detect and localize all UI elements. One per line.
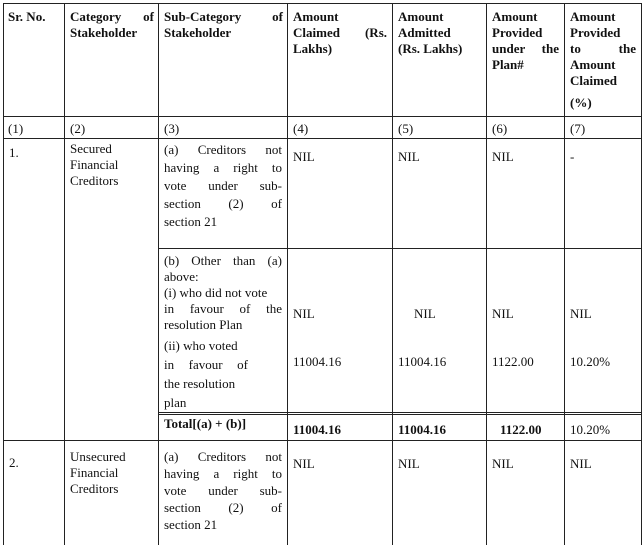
grid-line [3, 116, 642, 117]
grid-line [287, 3, 288, 545]
row-1a-subcategory-line: having a right to [164, 160, 282, 175]
column-number: (2) [70, 121, 86, 136]
row-1b-ii-provided: 1122.00 [492, 354, 534, 369]
row-1b-ii-percent: 10.20% [570, 354, 611, 369]
row-1-total-claimed: 11004.16 [293, 422, 342, 437]
row-1-category-line: Secured [70, 141, 112, 156]
grid-line [64, 3, 65, 545]
row-2a-subcategory-line: section (2) of [164, 500, 282, 515]
row-1b-subcategory-line: resolution Plan [164, 317, 243, 332]
row-1b-i-provided: NIL [492, 306, 514, 321]
header-claimed-line: Lakhs) [293, 41, 333, 56]
row-1a-subcategory-line: vote under sub- [164, 178, 282, 193]
row-2-sr-no: 2. [9, 455, 19, 470]
row-1-total-provided: 1122.00 [500, 422, 542, 437]
row-1-total-percent: 10.20% [570, 422, 611, 437]
row-2a-subcategory-line: vote under sub- [164, 483, 282, 498]
row-2a-claimed: NIL [293, 456, 315, 471]
header-provided-line: under the [492, 41, 559, 56]
row-1b-i-percent: NIL [570, 306, 592, 321]
header-claimed-line: Claimed (Rs. [293, 25, 387, 40]
row-1b-ii-claimed: 11004.16 [293, 354, 342, 369]
row-1b-subcategory-line: (b) Other than (a) [164, 253, 282, 268]
grid-line [3, 138, 642, 139]
header-percent-line: Claimed [570, 73, 617, 88]
row-1-category-line: Financial [70, 157, 119, 172]
header-provided-line: Provided [492, 25, 543, 40]
row-1b-i-claimed: NIL [293, 306, 315, 321]
grid-line [392, 3, 393, 545]
row-1a-subcategory-line: section 21 [164, 214, 218, 229]
row-1a-provided: NIL [492, 149, 514, 164]
header-admitted-line: Admitted [398, 25, 451, 40]
row-2-category-line: Unsecured [70, 449, 126, 464]
row-2a-admitted: NIL [398, 456, 420, 471]
row-1a-claimed: NIL [293, 149, 315, 164]
grid-line [3, 3, 642, 4]
grid-line [3, 440, 642, 441]
column-number: (6) [492, 121, 508, 136]
header-percent-line: Amount [570, 9, 616, 24]
header-percent-line: Amount [570, 57, 616, 72]
header-category-line: Stakeholder [70, 25, 138, 40]
header-subcategory-line: Stakeholder [164, 25, 232, 40]
row-2a-subcategory-line: (a) Creditors not [164, 449, 282, 464]
header-subcategory-line: Sub-Category of [164, 9, 283, 24]
row-1a-subcategory-line: (a) Creditors not [164, 142, 282, 157]
row-2-category-line: Financial [70, 465, 119, 480]
header-category-line: Category of [70, 9, 154, 24]
row-2a-provided: NIL [492, 456, 514, 471]
row-1-total-label: Total[(a) + (b)] [164, 416, 247, 431]
header-percent-line: (%) [570, 95, 592, 110]
grid-line [564, 3, 565, 545]
row-1b-subcategory-line: (i) who did not vote [164, 285, 268, 300]
header-sr-no: Sr. No. [8, 9, 46, 24]
row-2a-subcategory-line: section 21 [164, 517, 218, 532]
column-number: (4) [293, 121, 309, 136]
header-provided-line: Plan# [492, 57, 524, 72]
row-1b-subcategory-line: in favour of the [164, 301, 282, 316]
column-number: (5) [398, 121, 414, 136]
row-1b-ii-subcategory-line: (ii) who voted [164, 338, 238, 353]
row-1a-admitted: NIL [398, 149, 420, 164]
header-percent-line: Provided [570, 25, 621, 40]
column-number: (1) [8, 121, 24, 136]
grid-line [3, 3, 4, 545]
row-1b-ii-subcategory-line: in favour of [164, 357, 248, 372]
row-2-category-line: Creditors [70, 481, 119, 496]
row-1-category-line: Creditors [70, 173, 119, 188]
row-1b-ii-subcategory-line: plan [164, 395, 187, 410]
row-1b-i-admitted: NIL [414, 306, 436, 321]
row-2a-subcategory-line: having a right to [164, 466, 282, 481]
header-admitted-line: Amount [398, 9, 444, 24]
row-1b-ii-subcategory-line: the resolution [164, 376, 236, 391]
row-1-total-admitted: 11004.16 [398, 422, 447, 437]
grid-line [486, 3, 487, 545]
grid-line [158, 3, 159, 545]
row-1a-subcategory-line: section (2) of [164, 196, 282, 211]
column-number: (7) [570, 121, 586, 136]
header-admitted-line: (Rs. Lakhs) [398, 41, 463, 56]
header-claimed-line: Amount [293, 9, 339, 24]
grid-line [158, 412, 642, 413]
row-1b-ii-admitted: 11004.16 [398, 354, 447, 369]
row-1-sr-no: 1. [9, 145, 19, 160]
row-2a-percent: NIL [570, 456, 592, 471]
header-percent-line: to the [570, 41, 636, 56]
grid-line [158, 248, 642, 249]
column-number: (3) [164, 121, 180, 136]
header-provided-line: Amount [492, 9, 538, 24]
row-1a-percent: - [570, 149, 575, 164]
row-1b-subcategory-line: above: [164, 269, 199, 284]
